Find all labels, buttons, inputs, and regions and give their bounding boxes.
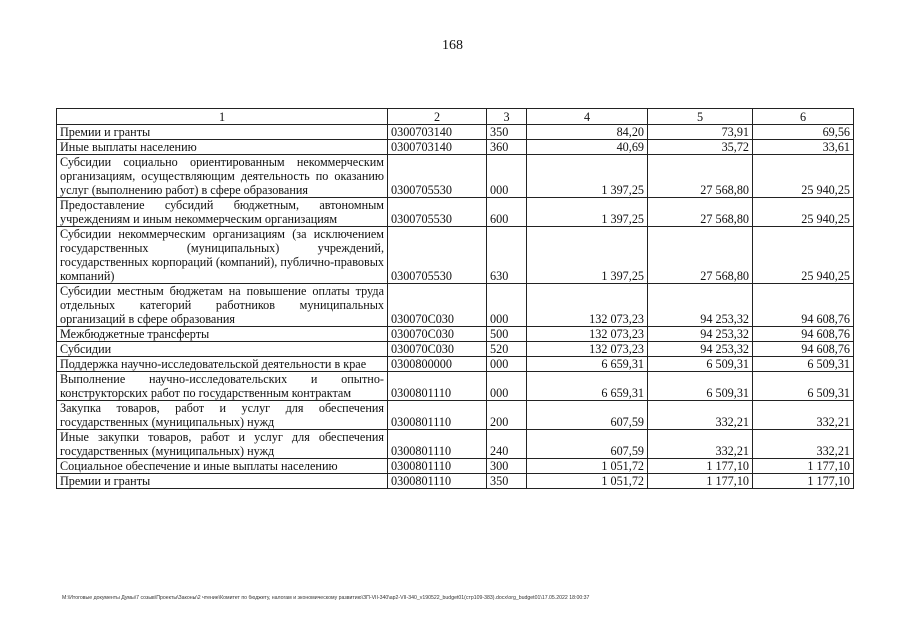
target-code-cell: 0300801110 — [388, 474, 487, 489]
header-cell: 4 — [527, 109, 648, 125]
table-row — [57, 198, 854, 227]
target-code-cell: 0300705530 — [388, 155, 487, 198]
item-name-cell: Предоставление субсидий бюджетным, автономным учреждениям и иным некоммерческим организациям — [57, 198, 388, 227]
amount-col6-cell: 25 940,25 — [753, 227, 854, 284]
item-name-cell: Субсидии социально ориентированным некоммерческим организациям, осуществляющим деятельность по оказанию услуг (выполнению работ) в сфере образования — [57, 155, 388, 198]
amount-col6-cell: 1 177,10 — [753, 474, 854, 489]
target-code-cell: 030070С030 — [388, 284, 487, 327]
header-cell: 2 — [388, 109, 487, 125]
item-name-cell: Субсидии некоммерческим организациям (за исключением государственных (муниципальных) учреждений, государственных корпораций (компаний), публично-правовых компаний) — [57, 227, 388, 284]
amount-col4-cell: 607,59 — [527, 430, 648, 459]
table-row — [57, 342, 854, 357]
header-cell: 1 — [57, 109, 388, 125]
amount-col6-cell: 94 608,76 — [753, 342, 854, 357]
item-name-cell: Субсидии местным бюджетам на повышение оплаты труда отдельных категорий работников муниципальных организаций в сфере образования — [57, 284, 388, 327]
amount-col5-cell: 332,21 — [648, 430, 753, 459]
amount-col6-cell: 6 509,31 — [753, 372, 854, 401]
item-name-cell: Межбюджетные трансферты — [57, 327, 388, 342]
expense-type-cell: 360 — [487, 140, 527, 155]
target-code-cell: 030070С030 — [388, 342, 487, 357]
target-code-cell: 0300703140 — [388, 125, 487, 140]
expense-type-cell: 240 — [487, 430, 527, 459]
target-code-cell: 0300801110 — [388, 459, 487, 474]
amount-col6-cell: 69,56 — [753, 125, 854, 140]
header-cell: 5 — [648, 109, 753, 125]
expense-type-cell: 000 — [487, 284, 527, 327]
expense-type-cell: 630 — [487, 227, 527, 284]
amount-col6-cell: 94 608,76 — [753, 327, 854, 342]
table-row — [57, 474, 854, 489]
target-code-cell: 0300801110 — [388, 372, 487, 401]
target-code-cell: 0300705530 — [388, 198, 487, 227]
table-row — [57, 125, 854, 140]
amount-col4-cell: 6 659,31 — [527, 357, 648, 372]
expense-type-cell: 000 — [487, 372, 527, 401]
expense-type-cell: 000 — [487, 357, 527, 372]
item-name-cell: Поддержка научно-исследовательской деятельности в крае — [57, 357, 388, 372]
target-code-cell: 0300801110 — [388, 430, 487, 459]
amount-col4-cell: 6 659,31 — [527, 372, 648, 401]
amount-col5-cell: 94 253,32 — [648, 327, 753, 342]
amount-col6-cell: 1 177,10 — [753, 459, 854, 474]
target-code-cell: 0300801110 — [388, 401, 487, 430]
item-name-cell: Социальное обеспечение и иные выплаты населению — [57, 459, 388, 474]
item-name-cell: Выполнение научно-исследовательских и опытно-конструкторских работ по государственным контрактам — [57, 372, 388, 401]
amount-col4-cell: 132 073,23 — [527, 342, 648, 357]
expense-type-cell: 520 — [487, 342, 527, 357]
target-code-cell: 0300703140 — [388, 140, 487, 155]
expense-type-cell: 350 — [487, 474, 527, 489]
amount-col5-cell: 1 177,10 — [648, 474, 753, 489]
budget-table — [56, 108, 854, 489]
amount-col4-cell: 84,20 — [527, 125, 648, 140]
amount-col4-cell: 1 397,25 — [527, 198, 648, 227]
item-name-cell: Иные закупки товаров, работ и услуг для обеспечения государственных (муниципальных) нужд — [57, 430, 388, 459]
amount-col5-cell: 35,72 — [648, 140, 753, 155]
amount-col5-cell: 6 509,31 — [648, 372, 753, 401]
expense-type-cell: 000 — [487, 155, 527, 198]
amount-col4-cell: 1 397,25 — [527, 227, 648, 284]
amount-col6-cell: 332,21 — [753, 401, 854, 430]
amount-col5-cell: 73,91 — [648, 125, 753, 140]
amount-col5-cell: 332,21 — [648, 401, 753, 430]
amount-col4-cell: 607,59 — [527, 401, 648, 430]
table-row — [57, 401, 854, 430]
amount-col5-cell: 27 568,80 — [648, 155, 753, 198]
file-path-footer: M:\Итоговые документы Думы\7 созыв\Проекты\Законы\2 чтение\Комитет по бюджету, налогам и экономическому развитию\ЗП-VII-340\ap2-VII-340_v190522_budget01(стр109-383).docx\org_budget01\17.05.2022 18:00:37 — [62, 595, 590, 601]
target-code-cell: 0300705530 — [388, 227, 487, 284]
amount-col4-cell: 40,69 — [527, 140, 648, 155]
table-row — [57, 459, 854, 474]
expense-type-cell: 300 — [487, 459, 527, 474]
target-code-cell: 030070С030 — [388, 327, 487, 342]
amount-col5-cell: 6 509,31 — [648, 357, 753, 372]
amount-col4-cell: 132 073,23 — [527, 284, 648, 327]
amount-col4-cell: 1 051,72 — [527, 459, 648, 474]
amount-col4-cell: 1 051,72 — [527, 474, 648, 489]
table-row — [57, 327, 854, 342]
table-row — [57, 227, 854, 284]
target-code-cell: 0300800000 — [388, 357, 487, 372]
header-cell: 3 — [487, 109, 527, 125]
table-row — [57, 140, 854, 155]
amount-col4-cell: 132 073,23 — [527, 327, 648, 342]
item-name-cell: Субсидии — [57, 342, 388, 357]
amount-col5-cell: 27 568,80 — [648, 227, 753, 284]
table-row — [57, 155, 854, 198]
amount-col6-cell: 332,21 — [753, 430, 854, 459]
amount-col6-cell: 33,61 — [753, 140, 854, 155]
amount-col4-cell: 1 397,25 — [527, 155, 648, 198]
item-name-cell: Закупка товаров, работ и услуг для обеспечения государственных (муниципальных) нужд — [57, 401, 388, 430]
amount-col6-cell: 6 509,31 — [753, 357, 854, 372]
header-row — [57, 109, 854, 125]
item-name-cell: Премии и гранты — [57, 474, 388, 489]
expense-type-cell: 600 — [487, 198, 527, 227]
amount-col5-cell: 94 253,32 — [648, 342, 753, 357]
amount-col6-cell: 94 608,76 — [753, 284, 854, 327]
header-cell: 6 — [753, 109, 854, 125]
table-row — [57, 357, 854, 372]
amount-col6-cell: 25 940,25 — [753, 155, 854, 198]
amount-col5-cell: 1 177,10 — [648, 459, 753, 474]
table-row — [57, 372, 854, 401]
page-number: 168 — [442, 38, 463, 53]
table-row — [57, 284, 854, 327]
amount-col6-cell: 25 940,25 — [753, 198, 854, 227]
expense-type-cell: 350 — [487, 125, 527, 140]
amount-col5-cell: 94 253,32 — [648, 284, 753, 327]
item-name-cell: Иные выплаты населению — [57, 140, 388, 155]
table-row — [57, 430, 854, 459]
expense-type-cell: 500 — [487, 327, 527, 342]
amount-col5-cell: 27 568,80 — [648, 198, 753, 227]
expense-type-cell: 200 — [487, 401, 527, 430]
item-name-cell: Премии и гранты — [57, 125, 388, 140]
